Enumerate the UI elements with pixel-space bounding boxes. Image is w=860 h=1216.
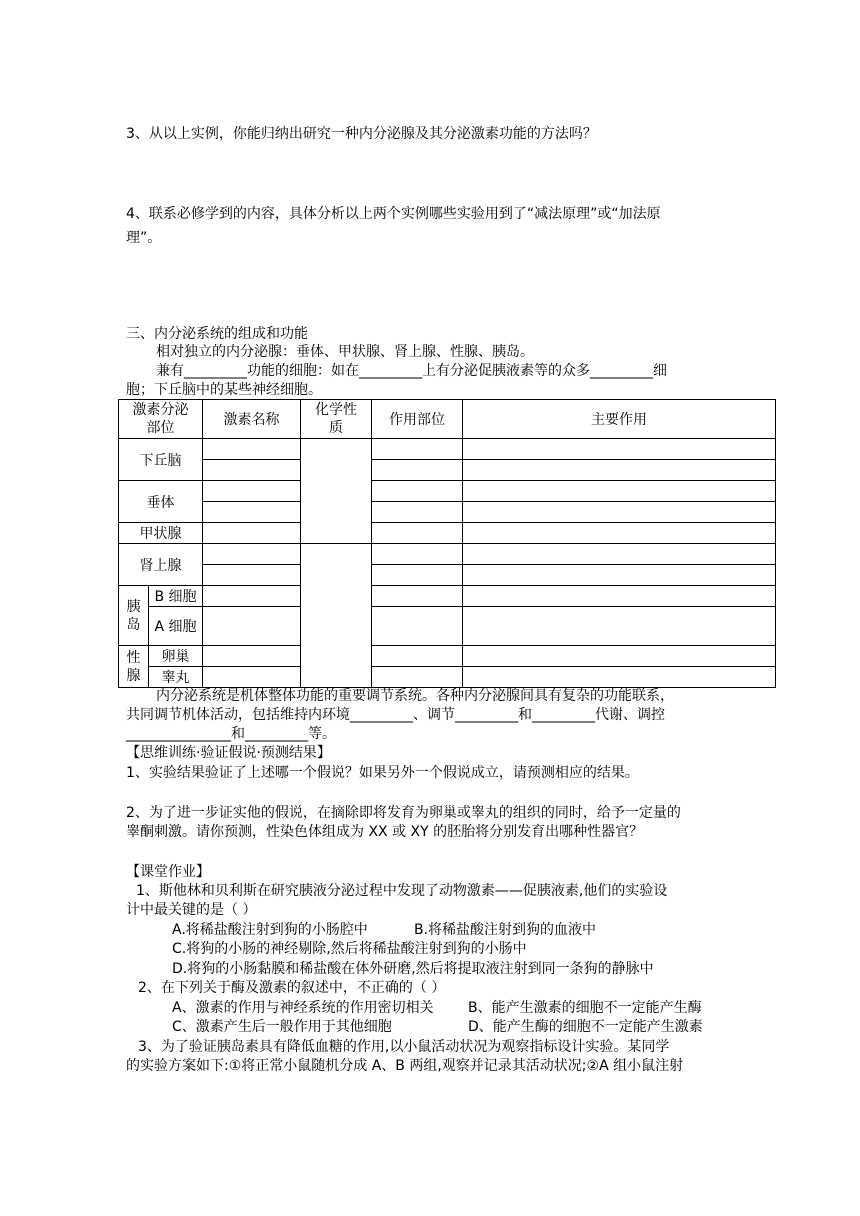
header-gland: 激素分泌 部位 <box>119 400 203 439</box>
row-b-cell: B 细胞 <box>149 586 203 607</box>
cell <box>372 481 463 523</box>
header-function: 主要作用 <box>463 400 776 439</box>
hw-q2-option-c: C、激素产生后一般作用于其他细胞 <box>172 1019 392 1035</box>
hw-q2: 2、在下列关于酶及激素的叙述中，不正确的（ ） <box>138 980 446 996</box>
summary-line1: 内分泌系统是机体整体功能的重要调节系统。各种内分泌腺间具有复杂的功能联系， <box>156 688 674 704</box>
cell <box>463 481 776 523</box>
cell <box>463 439 776 481</box>
row-a-cell: A 细胞 <box>149 607 203 646</box>
summary-line2: 共同调节机体活动，包括维持内环境_________、调节_________和_________代谢、调控 <box>126 707 665 723</box>
cell <box>203 544 301 586</box>
hw-q1-option-b: B.将稀盐酸注射到狗的血液中 <box>414 922 597 938</box>
thinking-q2: 2、为了进一步证实他的假说，在摘除即将发育为卵巢或睾丸的组织的同时，给予一定量的 <box>126 805 681 821</box>
question-4: 4、联系必修学到的内容，具体分析以上两个实例哪些实验用到了“减法原理”或“加法原 <box>126 206 661 222</box>
hw-q1-option-d: D.将狗的小肠黏膜和稀盐酸在体外研磨,然后将提取液注射到同一条狗的静脉中 <box>172 961 654 977</box>
row-ovary: 卵巢 <box>149 646 203 667</box>
row-thyroid: 甲状腺 <box>119 523 203 544</box>
cell <box>203 646 301 667</box>
section-3-line3: 胞；下丘脑中的某些神经细胞。 <box>126 382 322 398</box>
hw-q1-option-c: C.将狗的小肠的神经剔除,然后将稀盐酸注射到狗的小肠中 <box>172 941 527 957</box>
cell <box>203 586 301 607</box>
header-target: 作用部位 <box>372 400 463 439</box>
hw-q3-cont: 的实验方案如下:①将正常小鼠随机分成 A、B 两组,观察并记录其活动状况;②A 组小鼠注射 <box>126 1058 684 1074</box>
section-3-line1: 相对独立的内分泌腺：垂体、甲状腺、肾上腺、性腺、胰岛。 <box>156 344 534 360</box>
hw-q1-cont: 计中最关键的是（ ） <box>126 902 257 918</box>
hw-q2-option-b: B、能产生激素的细胞不一定能产生酶 <box>468 1000 702 1016</box>
islet-group-label: 胰 岛 <box>119 586 149 646</box>
cell <box>203 481 301 523</box>
cell <box>463 586 776 607</box>
row-pituitary: 垂体 <box>119 481 203 523</box>
row-hypothalamus: 下丘脑 <box>119 439 203 481</box>
gonad-group-label: 性 腺 <box>119 646 149 688</box>
thinking-q1: 1、实验结果验证了上述哪一个假说？如果另外一个假说成立，请预测相应的结果。 <box>126 765 639 781</box>
header-chem: 化学性 质 <box>301 400 372 439</box>
hw-q1-option-a: A.将稀盐酸注射到狗的小肠腔中 <box>172 922 368 938</box>
section-3-line2: 兼有_________功能的细胞：如在_________上有分泌促胰液素等的众多_________细 <box>156 363 667 379</box>
cell <box>372 646 463 688</box>
row-testis: 睾丸 <box>149 667 203 688</box>
question-3: 3、从以上实例，你能归纳出研究一种内分泌腺及其分泌激素功能的方法吗？ <box>126 126 597 142</box>
thinking-title: 【思维训练·验证假说·预测结果】 <box>126 745 331 761</box>
endocrine-table <box>118 399 776 688</box>
hw-q2-option-a: A、激素的作用与神经系统的作用密切相关 <box>172 1000 434 1016</box>
cell <box>463 646 776 688</box>
cell <box>463 544 776 586</box>
section-3-title: 三、内分泌系统的组成和功能 <box>126 326 308 342</box>
cell <box>372 523 463 544</box>
summary-line3: _______________和_________等。 <box>126 726 336 742</box>
hw-q2-option-d: D、能产生酶的细胞不一定能产生激素 <box>468 1019 703 1035</box>
hw-q1: 1、斯他林和贝利斯在研究胰液分泌过程中发现了动物激素——促胰液素,他们的实验设 <box>136 883 668 899</box>
hw-q3: 3、为了验证胰岛素具有降低血糖的作用,以小鼠活动状况为观察指标设计实验。某同学 <box>138 1039 670 1055</box>
cell <box>372 544 463 586</box>
thinking-q2-cont: 睾酮刺激。请你预测，性染色体组成为 XX 或 XY 的胚胎将分别发育出哪种性器官？ <box>126 824 644 840</box>
cell <box>463 607 776 646</box>
cell <box>203 607 301 646</box>
cell <box>203 667 301 688</box>
homework-title: 【课堂作业】 <box>126 864 210 880</box>
cell <box>372 607 463 646</box>
cell <box>463 523 776 544</box>
chem-cell-1 <box>301 439 372 544</box>
row-adrenal: 肾上腺 <box>119 544 203 586</box>
header-hormone: 激素名称 <box>203 400 301 439</box>
cell <box>372 586 463 607</box>
cell <box>203 439 301 481</box>
cell <box>203 523 301 544</box>
chem-cell-2 <box>301 544 372 688</box>
cell <box>372 439 463 481</box>
question-4-cont: 理”。 <box>126 230 162 246</box>
